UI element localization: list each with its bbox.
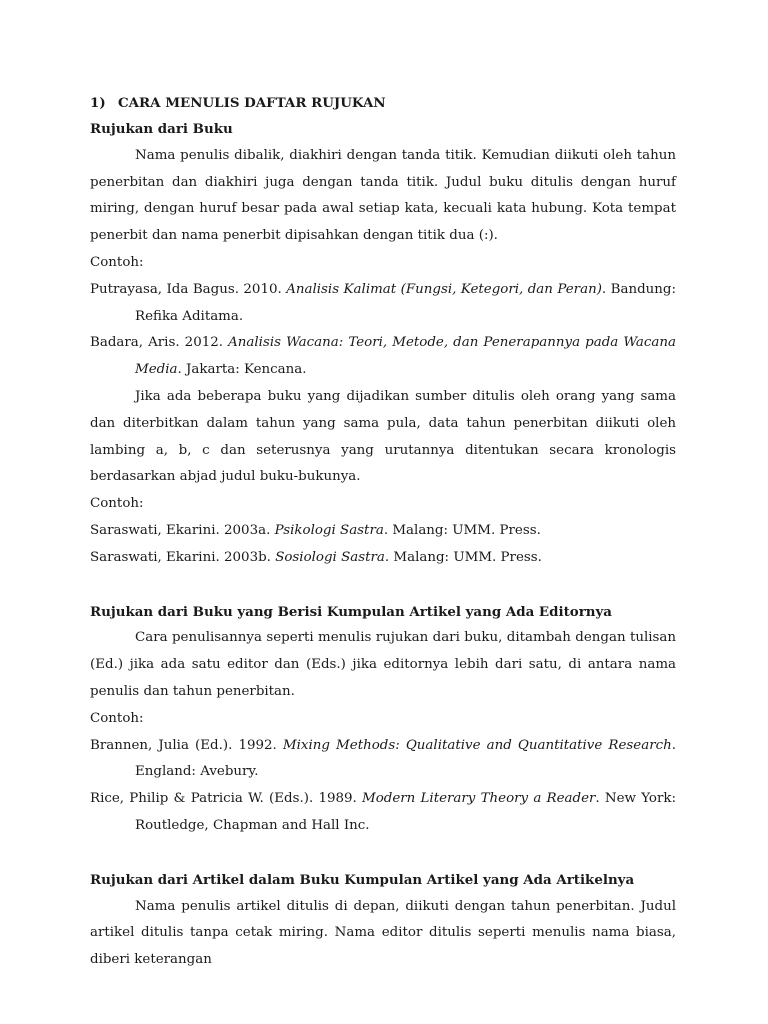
section-intro-book: Nama penulis dibalik, diakhiri dengan tanda titik. Kemudian diikuti oleh tahun penerbitan dan diakhiri juga dengan tanda titik. Judul buku ditulis dengan huruf miring, dengan huruf besar pada awal setiap kata, kecuali kata hubung. Kota tempat penerbit dan nama penerbit dipisahkan dengan titik dua (:). [90, 147, 676, 244]
section-heading-book: Rujukan dari Buku [90, 121, 233, 137]
ref-title: Mixing Methods: Qualitative and Quantitative Research [282, 737, 672, 753]
ref-title: Analisis Kalimat (Fungsi, Ketegori, dan Peran) [286, 281, 602, 297]
ref-author: Saraswati, Ekarini. 2003b. [90, 549, 276, 565]
ref-publisher: . Malang: UMM. Press. [383, 522, 541, 538]
example-label: Contoh: [90, 710, 144, 726]
section-intro-edited-book: Cara penulisannya seperti menulis rujukan dari buku, ditambah dengan tulisan (Ed.) jika ada satu editor dan (Eds.) jika editornya lebih dari satu, di antara nama penulis dan tahun penerbitan. [90, 630, 676, 699]
ref-author: Putrayasa, Ida Bagus. 2010. [90, 281, 287, 297]
reference-entry [90, 545, 676, 572]
section-spacer [90, 572, 676, 599]
ref-publisher: . England: Avebury. [135, 737, 676, 780]
document-title [90, 90, 676, 116]
ref-title: Modern Literary Theory a Reader [362, 791, 596, 807]
reference-entry [90, 277, 676, 331]
example-label: Contoh: [90, 496, 144, 512]
ref-publisher: . Bandung: Refika Aditama. [135, 281, 676, 324]
title-number: 1) [90, 95, 106, 111]
ref-title: Psikologi Sastra [274, 522, 384, 538]
section-heading-edited-book: Rujukan dari Buku yang Berisi Kumpulan Artikel yang Ada Editornya [90, 603, 612, 620]
document-body [90, 90, 676, 974]
ref-publisher: . Jakarta: Kencana. [177, 362, 307, 378]
ref-author: Rice, Philip & Patricia W. (Eds.). 1989. [90, 791, 363, 807]
section-intro-article-in-book: Nama penulis artikel ditulis di depan, diikuti dengan tahun penerbitan. Judul artikel ditulis tanpa cetak miring. Nama editor ditulis seperti menulis nama biasa, diberi keterangan [90, 898, 676, 968]
reference-entry [90, 518, 676, 545]
ref-author: Saraswati, Ekarini. 2003a. [90, 522, 275, 538]
ref-author: Badara, Aris. 2012. [90, 335, 229, 351]
example-label: Contoh: [90, 254, 144, 270]
section-spacer [90, 840, 676, 867]
section-note-book: Jika ada beberapa buku yang dijadikan sumber ditulis oleh orang yang sama dan diterbitkan dalam tahun yang sama pula, data tahun penerbitan diikuti oleh lambing a, b, c dan seterusnya yang urutannya ditentukan secara kronologis berdasarkan abjad judul buku-bukunya. [90, 388, 676, 485]
reference-entry [90, 733, 676, 787]
reference-entry [90, 786, 676, 840]
reference-entry [90, 330, 676, 384]
ref-publisher: . New York: Routledge, Chapman and Hall Inc. [135, 791, 676, 833]
section-heading-article-in-book: Rujukan dari Artikel dalam Buku Kumpulan Artikel yang Ada Artikelnya [90, 871, 635, 888]
title-text: CARA MENULIS DAFTAR RUJUKAN [118, 95, 386, 111]
ref-title: Analisis Wacana: Teori, Metode, dan Penerapannya pada Wacana Media [135, 335, 677, 378]
ref-publisher: . Malang: UMM. Press. [384, 549, 542, 565]
ref-title: Sosiologi Sastra [275, 549, 385, 565]
ref-author: Brannen, Julia (Ed.). 1992. [90, 737, 283, 753]
